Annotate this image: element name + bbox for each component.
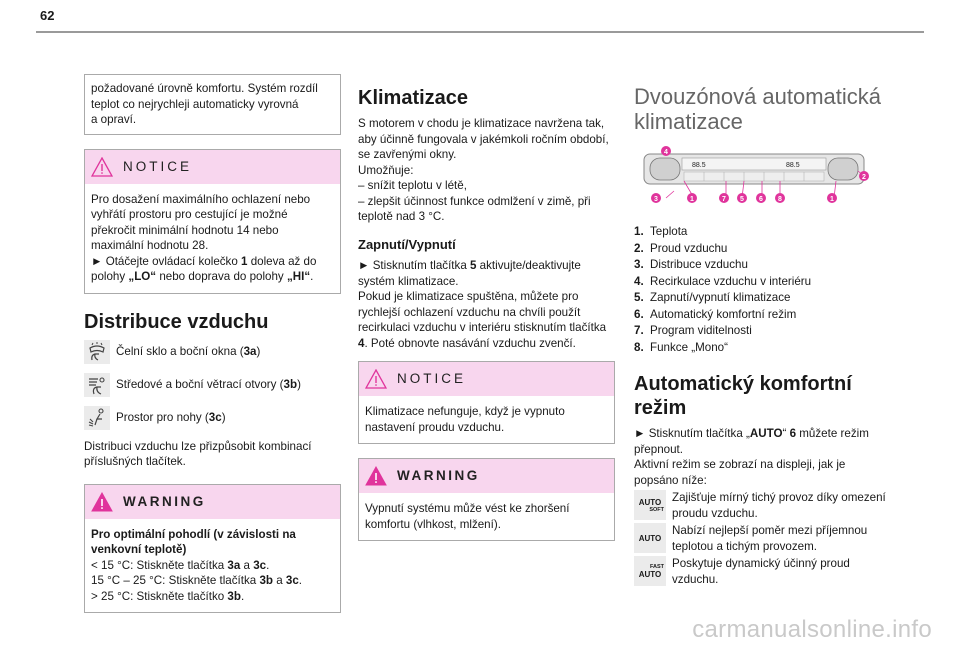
notice-line: vyhřátí prostoru pro cestující je možné xyxy=(91,208,288,221)
svg-text:2: 2 xyxy=(862,174,866,181)
callout-1-left xyxy=(687,193,697,203)
column-1 xyxy=(84,74,341,613)
auto-line: přepnout. xyxy=(634,442,683,456)
callout-1-right xyxy=(827,193,837,203)
callout-2 xyxy=(859,171,869,181)
notice-body xyxy=(359,396,614,443)
auto-fast-icon: FAST AUTO xyxy=(634,556,666,586)
notice-line: Pro dosažení maximálního ochlazení nebo xyxy=(91,192,311,206)
notice-header xyxy=(359,362,614,396)
notice-header xyxy=(85,150,340,184)
onoff-title: Zapnutí/Vypnutí xyxy=(358,236,456,252)
auto-mode-title xyxy=(634,372,891,420)
notice-line: nastavení proudu vzduchu. xyxy=(365,420,505,434)
warning-line: komfortu (vlhkost, mlžení). xyxy=(365,517,501,531)
legend-item: 6. Automatický komfortní režim xyxy=(634,307,797,321)
panel-display-left: 88.5 xyxy=(692,162,706,169)
notice-bullet: ► Otáčejte ovládací kolečko 1 doleva až do xyxy=(91,254,317,268)
legend-item: 1. Teplota xyxy=(634,225,688,238)
svg-text:7: 7 xyxy=(722,196,726,203)
svg-text:3: 3 xyxy=(654,196,658,203)
onoff-line: systém klimatizace. xyxy=(358,274,459,288)
onoff-line: rychlejší ochlazení vzduchu na chvíli použít xyxy=(358,305,581,319)
warning-bold-line: Pro optimální pohodlí (v závislosti na xyxy=(91,527,296,541)
aircon-text: teplotě nad 3 °C. xyxy=(358,210,445,223)
callout-6 xyxy=(756,193,766,203)
warning-body xyxy=(85,519,340,613)
warning-header xyxy=(359,459,614,493)
distribution-item: Středové a boční větrací otvory (3b) xyxy=(84,373,341,397)
continuation-line: teplot co nejrychleji automaticky vyrovná xyxy=(91,97,299,111)
continuation-box xyxy=(84,74,341,135)
legend-item: 8. Funkce „Mono“ xyxy=(634,340,728,354)
legend-list xyxy=(634,224,891,356)
notice-box xyxy=(84,149,341,294)
panel-display-right: 88.5 xyxy=(786,162,800,169)
aircon-text: aby účinně fungovala v jakémkoli ročním období, xyxy=(358,132,609,146)
notice-body xyxy=(85,184,340,293)
column-3 xyxy=(634,84,891,596)
auto-mode-title-line: režim xyxy=(634,397,687,419)
callout-5 xyxy=(737,193,747,203)
svg-text:1: 1 xyxy=(830,196,834,203)
page-number: 62 xyxy=(40,8,55,23)
onoff-line: recirkulaci vzduchu v interiéru stisknutím tlačítka xyxy=(358,321,607,334)
auto-normal-icon: AUTO xyxy=(634,523,666,553)
warning-body xyxy=(359,493,614,540)
callout-8 xyxy=(775,193,785,203)
auto-line: popsáno níže: xyxy=(634,473,707,487)
dual-zone-title xyxy=(634,84,891,134)
svg-text:6: 6 xyxy=(759,196,763,203)
notice-title: NOTICE xyxy=(123,158,193,174)
auto-line: ► Stisknutím tlačítka „AUTO“ 6 můžete režim xyxy=(634,427,869,440)
auto-mode-title-line: Automatický komfortní xyxy=(634,373,852,395)
legend-item: 3. Distribuce vzduchu xyxy=(634,258,748,271)
face-vents-icon xyxy=(84,373,110,397)
warning-header xyxy=(85,485,340,519)
onoff-line: Pokud je klimatizace spuštěna, můžete pro xyxy=(358,290,579,303)
svg-text:4: 4 xyxy=(664,149,668,156)
callout-3 xyxy=(651,193,661,203)
dual-zone-title-line: Dvouzónová automatická xyxy=(634,84,882,109)
svg-text:5: 5 xyxy=(740,196,744,203)
callout-7 xyxy=(719,193,729,203)
warning-line: 15 °C – 25 °C: Stiskněte tlačítka 3b a 3c. xyxy=(91,574,303,587)
warning-bold-line: venkovní teplotě) xyxy=(91,543,187,556)
footwell-icon xyxy=(84,406,110,430)
warning-line: > 25 °C: Stiskněte tlačítko 3b. xyxy=(91,589,245,603)
warning-box xyxy=(84,484,341,614)
notice-triangle-icon xyxy=(365,369,387,389)
auto-line: Aktivní režim se zobrazí na displeji, jak je xyxy=(634,458,846,471)
warning-line: Vypnutí systému může vést ke zhoršení xyxy=(365,502,570,515)
auto-mode-item: AUTO SOFT Zajišťuje mírný tichý provoz díky omezení proudu vzduchu. xyxy=(634,490,891,521)
svg-text:1: 1 xyxy=(690,196,694,203)
notice-bullet-line2: polohy „LO“ nebo doprava do polohy „HI“. xyxy=(91,270,314,283)
warning-triangle-icon xyxy=(91,492,113,512)
svg-text:8: 8 xyxy=(778,196,782,203)
aircon-text: se zavřenými okny. xyxy=(358,148,457,161)
auto-mode-item: AUTO Nabízí nejlepší poměr mezi příjemnou teplotou a tichým provozem. xyxy=(634,523,891,554)
callout-4 xyxy=(661,146,671,156)
aircon-title: Klimatizace xyxy=(358,87,469,109)
watermark: carmanualsonline.info xyxy=(692,616,932,643)
aircon-text: – zlepšit účinnost funkce odmlžení v zimě, při xyxy=(358,194,591,208)
warning-title: WARNING xyxy=(397,468,480,484)
warning-title: WARNING xyxy=(123,493,206,509)
column-2 xyxy=(358,86,615,541)
distribution-title: Distribuce vzduchu xyxy=(84,310,269,333)
notice-triangle-icon xyxy=(91,157,113,177)
legend-item: 2. Proud vzduchu xyxy=(634,241,728,255)
warning-line: < 15 °C: Stiskněte tlačítka 3a a 3c. xyxy=(91,558,270,572)
legend-item: 7. Program viditelnosti xyxy=(634,324,752,337)
distribution-note: Distribuci vzduchu lze přizpůsobit kombinací xyxy=(84,439,312,453)
continuation-line: požadované úrovně komfortu. Systém rozdíl xyxy=(91,82,318,95)
aircon-text: Umožňuje: xyxy=(358,163,414,177)
notice-line: maximální hodnotu 28. xyxy=(91,239,209,252)
dual-zone-title-line: klimatizace xyxy=(634,109,743,134)
auto-soft-icon: AUTO SOFT xyxy=(634,490,666,520)
onoff-line: 4. Poté obnovte nasávání vzduchu zvenčí. xyxy=(358,336,576,350)
notice-box xyxy=(358,361,615,444)
warning-triangle-icon xyxy=(365,466,387,486)
windscreen-icon xyxy=(84,340,110,364)
warning-box xyxy=(358,458,615,541)
distribution-note: příslušných tlačítek. xyxy=(84,455,186,468)
aircon-text: S motorem v chodu je klimatizace navržena tak, xyxy=(358,117,605,130)
legend-item: 4. Recirkulace vzduchu v interiéru xyxy=(634,274,812,288)
control-panel-illustration xyxy=(634,146,872,206)
aircon-text: – snížit teplotu v létě, xyxy=(358,179,467,192)
continuation-line: a opraví. xyxy=(91,113,137,126)
control-panel-diagram xyxy=(634,146,891,206)
distribution-item: Prostor pro nohy (3c) xyxy=(84,406,341,430)
distribution-item: Čelní sklo a boční okna (3a) xyxy=(84,340,341,364)
notice-title: NOTICE xyxy=(397,371,467,387)
auto-mode-item: FAST AUTO Poskytuje dynamický účinný proud vzduchu. xyxy=(634,556,891,587)
legend-item: 5. Zapnutí/vypnutí klimatizace xyxy=(634,291,791,304)
notice-line: překročit minimální hodnotu 14 nebo xyxy=(91,223,279,237)
header-rule xyxy=(36,31,924,33)
onoff-line: ► Stisknutím tlačítka 5 aktivujte/deaktivujte xyxy=(358,259,581,272)
notice-line: Klimatizace nefunguje, když je vypnuto xyxy=(365,405,565,418)
